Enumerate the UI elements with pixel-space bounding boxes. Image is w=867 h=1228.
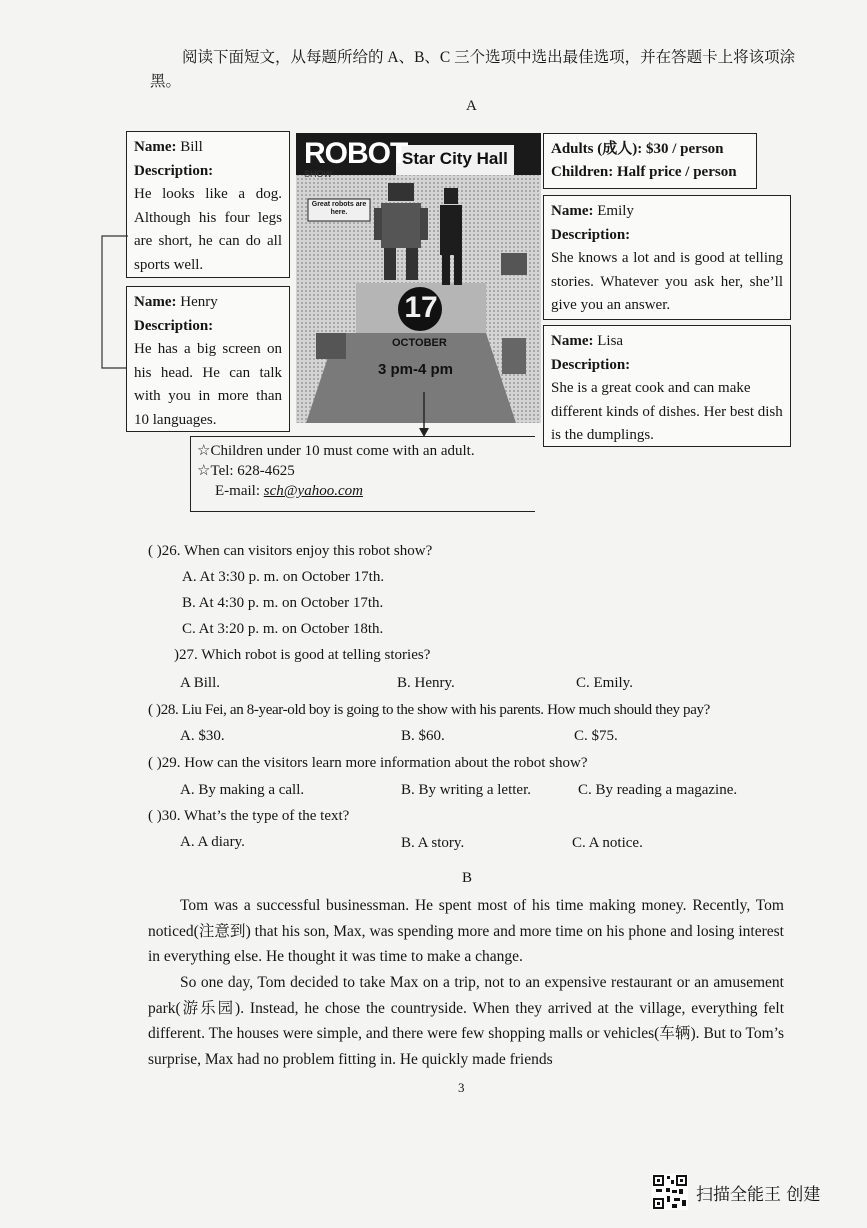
poster-day: 17 [404, 291, 438, 324]
question-28: ( )28. Liu Fei, an 8-year-old boy is going to the show with his parents. How much should they pay? [148, 702, 710, 718]
q28-option-c: C. $75. [574, 728, 618, 744]
email-label: E-mail: [215, 483, 260, 499]
poster-venue: Star City Hall [402, 149, 508, 168]
question-29: ( )29. How can the visitors learn more information about the robot show? [148, 755, 588, 771]
section-b-label: B [462, 870, 473, 886]
q29-option-c: C. By reading a magazine. [578, 782, 738, 798]
q29-option-a: A. By making a call. [180, 782, 305, 798]
adult-price: Adults (成人): $30 / person [551, 141, 724, 157]
question-26: ( )26. When can visitors enjoy this robot show? [148, 543, 433, 559]
q27-option-c: C. Emily. [576, 675, 633, 691]
question-27: )27. Which robot is good at telling stories? [174, 647, 431, 663]
children-note: ☆Children under 10 must come with an adult. [197, 443, 475, 459]
lisa-desc-key: Description: [551, 356, 631, 373]
bill-description: He looks like a dog. Although his four legs are short, he can do all sports well. [134, 186, 282, 273]
q26-option-a: A. At 3:30 p. m. on October 17th. [182, 569, 385, 585]
qr-code-icon [652, 1174, 688, 1210]
bill-desc-key: Description: [134, 162, 214, 179]
q26-option-b: B. At 4:30 p. m. on October 17th. [182, 595, 384, 611]
email-address: sch@yahoo.com [263, 483, 363, 499]
bill-name-key: Name: [134, 139, 177, 155]
q30-option-a: A. A diary. [180, 834, 245, 850]
emily-desc-key: Description: [551, 226, 631, 243]
instruction-text: 阅读下面短文，从每题所给的 A、B、C 三个选项中选出最佳选项，并在答题卡上将该项涂黑。 [150, 49, 796, 90]
henry-name-key: Name: [134, 294, 177, 310]
poster-title-show: SHOW [304, 169, 332, 179]
lisa-description: She is a great cook and can make different kinds of dishes. Her best dish is the dumplings. [551, 380, 783, 443]
q29-option-b: B. By writing a letter. [401, 782, 531, 798]
henry-name: Henry [180, 294, 218, 310]
poster-sticker: Great robots are here. [311, 201, 367, 216]
section-a-label: A [466, 98, 477, 114]
q26-option-c: C. At 3:20 p. m. on October 18th. [182, 621, 384, 637]
page-number: 3 [458, 1080, 465, 1095]
robot-box-lisa [543, 325, 791, 447]
robot-box-henry [126, 286, 290, 432]
lisa-name-key: Name: [551, 333, 594, 349]
contact-box [190, 436, 535, 512]
q27-option-a: A Bill. [180, 675, 221, 691]
watermark-text: 扫描全能王 创建 [696, 1184, 821, 1205]
q28-option-b: B. $60. [401, 728, 445, 744]
henry-description: He has a big screen on his head. He can talk with you in more than 10 languages. [134, 341, 282, 428]
robot-box-emily [543, 195, 791, 320]
q30-option-b: B. A story. [401, 835, 465, 851]
poster-time: 3 pm-4 pm [378, 361, 454, 378]
child-price: Children: Half price / person [551, 164, 737, 180]
q28-option-a: A. $30. [180, 728, 225, 744]
poster-illustration [296, 133, 541, 423]
emily-name-key: Name: [551, 203, 594, 219]
q27-option-b: B. Henry. [397, 675, 455, 691]
connector-lines [96, 228, 132, 378]
passage-b-paragraph-2: So one day, Tom decided to take Max on a trip, not to an expensive restaurant or an amusement park(游乐园). Instead, he chose the countryside. When they arrived at the village, everything felt different. The houses were simple, and there were few shopping malls or vehicles(车辆). But to Tom’s surprise, Max had no problem fitting in. He quickly made friends [148, 974, 784, 1068]
scanner-watermark [652, 1172, 820, 1212]
poster-title-robot: ROBOT [304, 137, 408, 170]
henry-desc-key: Description: [134, 317, 214, 334]
passage-b-paragraph-1: Tom was a successful businessman. He spent most of his time making money. Recently, Tom noticed(注意到) that his son, Max, was spending more and more time on his phone and losing interest in everything else. He thought it was time to make a change. [148, 897, 784, 965]
q30-option-c: C. A notice. [572, 835, 643, 851]
robot-show-poster [296, 133, 541, 423]
price-box [543, 133, 757, 189]
robot-box-bill [126, 131, 290, 278]
emily-description: She knows a lot and is good at telling stories. Whatever you ask her, she’ll give you an answer. [551, 250, 783, 313]
emily-name: Emily [597, 203, 634, 219]
telephone: ☆Tel: 628-4625 [197, 463, 295, 479]
question-30: ( )30. What’s the type of the text? [148, 808, 350, 824]
lisa-name: Lisa [597, 333, 624, 349]
bill-name: Bill [180, 139, 203, 155]
poster-month: OCTOBER [392, 337, 447, 349]
arrow-down-icon [414, 392, 434, 438]
